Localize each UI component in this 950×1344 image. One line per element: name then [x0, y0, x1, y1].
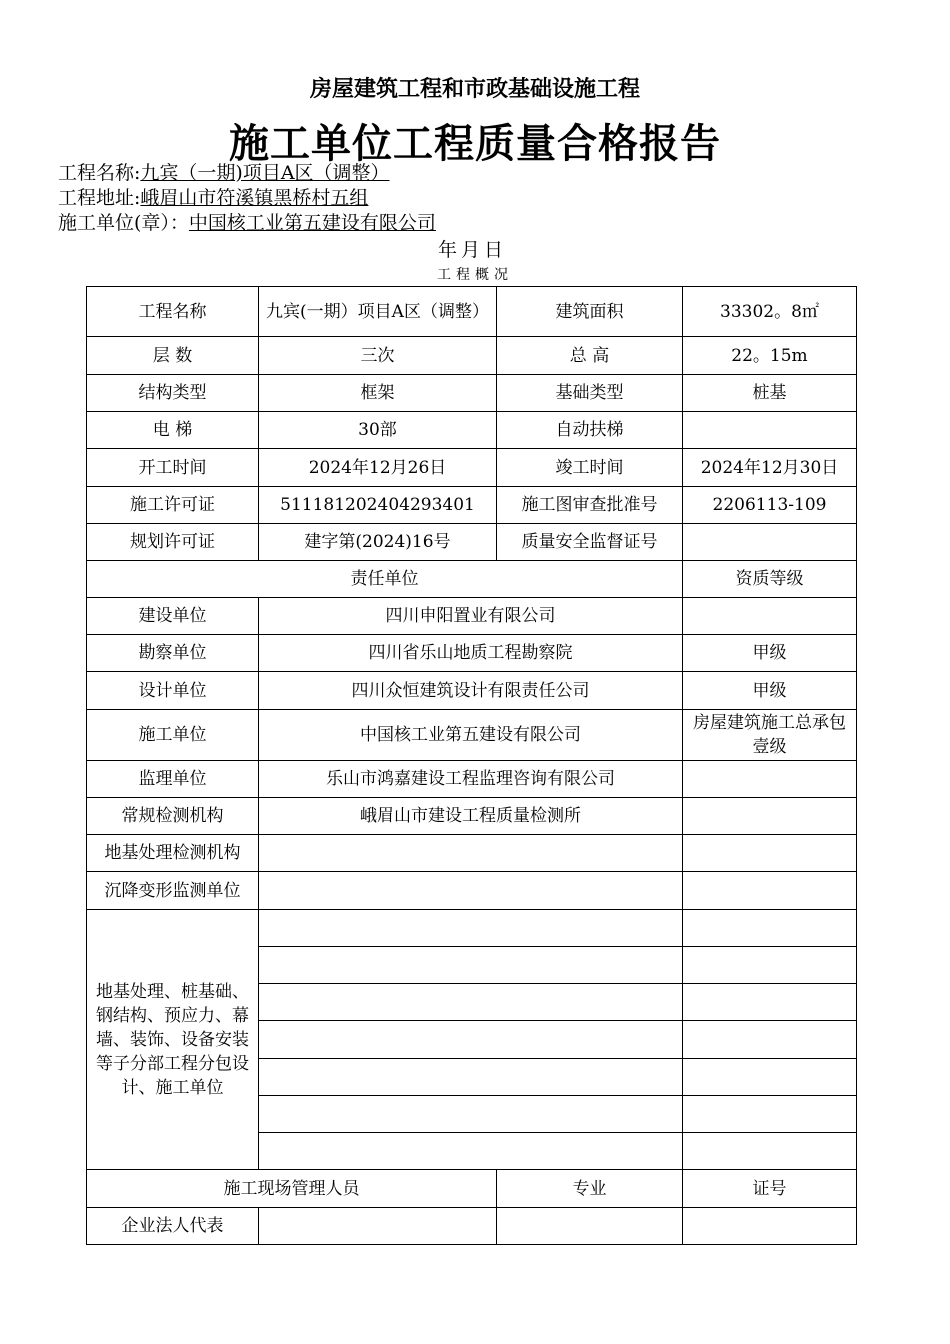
overview-label: 质量安全监督证号: [497, 524, 683, 561]
overview-value: 2206113-109: [683, 487, 857, 524]
responsibility-role: 常规检测机构: [87, 798, 259, 835]
responsibility-row: [87, 635, 857, 672]
responsibility-header-row: [87, 561, 857, 598]
overview-value: 2024年12月30日: [683, 449, 857, 487]
qualification-grade-header: 资质等级: [683, 561, 857, 598]
overview-label: 竣工时间: [497, 449, 683, 487]
subcontract-company: [259, 910, 683, 947]
responsibility-grade: 房屋建筑施工总承包壹级: [683, 710, 857, 761]
overview-value: 建字第(2024)16号: [259, 524, 497, 561]
subcontract-row: [87, 910, 857, 947]
subcontract-grade: [683, 984, 857, 1021]
responsibility-row: [87, 598, 857, 635]
subcontract-company: [259, 1133, 683, 1170]
personnel-major: [497, 1208, 683, 1245]
overview-row: [87, 287, 857, 337]
overview-value: 九宾(一期）项目A区（调整）: [259, 287, 497, 337]
personnel-cert-header: 证号: [683, 1170, 857, 1208]
personnel-role: 企业法人代表: [87, 1208, 259, 1245]
responsibility-row: [87, 872, 857, 910]
overview-label: 施工图审查批准号: [497, 487, 683, 524]
overview-value: 511181202404293401: [259, 487, 497, 524]
overview-value: [683, 412, 857, 449]
project-address-value: 峨眉山市符溪镇黑桥村五组: [140, 187, 369, 209]
personnel-cert: [683, 1208, 857, 1245]
report-date: 年月日: [438, 239, 508, 261]
subcontract-grade: [683, 1021, 857, 1059]
responsibility-grade: [683, 761, 857, 798]
overview-row: [87, 524, 857, 561]
subcontract-company: [259, 947, 683, 984]
overview-label: 总 高: [497, 337, 683, 375]
responsibility-company: 四川省乐山地质工程勘察院: [259, 635, 683, 672]
project-address-line: [58, 186, 368, 210]
construction-unit-value: 中国核工业第五建设有限公司: [188, 212, 436, 234]
overview-label: 结构类型: [87, 375, 259, 412]
overview-label: 施工许可证: [87, 487, 259, 524]
subcontract-grade: [683, 947, 857, 984]
subcontract-grade: [683, 1059, 857, 1096]
project-name-label: 工程名称:: [58, 162, 141, 184]
construction-unit-line: [58, 211, 436, 235]
document-title: 施工单位工程质量合格报告: [229, 120, 721, 167]
responsibility-role: 地基处理检测机构: [87, 835, 259, 872]
subcontract-label: 地基处理、桩基础、钢结构、预应力、幕墙、装饰、设备安装等子分部工程分包设计、施工单位: [87, 910, 259, 1170]
overview-label: 电 梯: [87, 412, 259, 449]
responsibility-grade: 甲级: [683, 672, 857, 710]
responsibility-grade: [683, 598, 857, 635]
responsibility-company: 峨眉山市建设工程质量检测所: [259, 798, 683, 835]
overview-row: [87, 375, 857, 412]
overview-label: 层 数: [87, 337, 259, 375]
construction-unit-label: 施工单位(章）：: [58, 212, 189, 234]
overview-label: 工程名称: [87, 287, 259, 337]
responsibility-company: 四川申阳置业有限公司: [259, 598, 683, 635]
subcontract-company: [259, 1059, 683, 1096]
responsibility-role: 监理单位: [87, 761, 259, 798]
responsibility-grade: 甲级: [683, 635, 857, 672]
personnel-major-header: 专业: [497, 1170, 683, 1208]
personnel-name: [259, 1208, 497, 1245]
overview-label: 基础类型: [497, 375, 683, 412]
responsibility-role: 勘察单位: [87, 635, 259, 672]
personnel-row: [87, 1208, 857, 1245]
document-subtitle: 房屋建筑工程和市政基础设施工程: [309, 76, 640, 102]
overview-label: 自动扶梯: [497, 412, 683, 449]
responsibility-grade: [683, 872, 857, 910]
subcontract-company: [259, 1096, 683, 1133]
project-address-label: 工程地址:: [58, 187, 141, 209]
subcontract-grade: [683, 1133, 857, 1170]
overview-row: [87, 412, 857, 449]
overview-row: [87, 449, 857, 487]
responsibility-row: [87, 672, 857, 710]
responsibility-role: 设计单位: [87, 672, 259, 710]
overview-value: 三次: [259, 337, 497, 375]
overview-label: 建筑面积: [497, 287, 683, 337]
responsibility-company: [259, 835, 683, 872]
overview-value: 33302。8㎡: [683, 287, 857, 337]
overview-row: [87, 337, 857, 375]
responsibility-row: [87, 835, 857, 872]
overview-label: 开工时间: [87, 449, 259, 487]
subcontract-grade: [683, 1096, 857, 1133]
responsibility-role: 建设单位: [87, 598, 259, 635]
responsibility-company: 中国核工业第五建设有限公司: [259, 710, 683, 761]
report-table: [86, 286, 857, 1245]
personnel-name-header: 施工现场管理人员: [87, 1170, 497, 1208]
overview-value: 22。15m: [683, 337, 857, 375]
overview-caption: 工程概况: [437, 267, 513, 283]
responsibility-grade: [683, 835, 857, 872]
responsibility-row: [87, 710, 857, 761]
overview-value: 2024年12月26日: [259, 449, 497, 487]
overview-value: 框架: [259, 375, 497, 412]
overview-value: [683, 524, 857, 561]
overview-label: 规划许可证: [87, 524, 259, 561]
responsibility-role: 施工单位: [87, 710, 259, 761]
subcontract-company: [259, 984, 683, 1021]
responsibility-unit-header: 责任单位: [87, 561, 683, 598]
project-name-value: 九宾（一期)项目A区（调整）: [140, 162, 390, 184]
responsibility-row: [87, 761, 857, 798]
project-name-line: [58, 161, 390, 185]
responsibility-company: 乐山市鸿嘉建设工程监理咨询有限公司: [259, 761, 683, 798]
responsibility-role: 沉降变形监测单位: [87, 872, 259, 910]
subcontract-grade: [683, 910, 857, 947]
overview-value: 桩基: [683, 375, 857, 412]
subcontract-company: [259, 1021, 683, 1059]
responsibility-row: [87, 798, 857, 835]
responsibility-company: 四川众恒建筑设计有限责任公司: [259, 672, 683, 710]
personnel-header-row: [87, 1170, 857, 1208]
overview-row: [87, 487, 857, 524]
responsibility-company: [259, 872, 683, 910]
overview-value: 30部: [259, 412, 497, 449]
responsibility-grade: [683, 798, 857, 835]
